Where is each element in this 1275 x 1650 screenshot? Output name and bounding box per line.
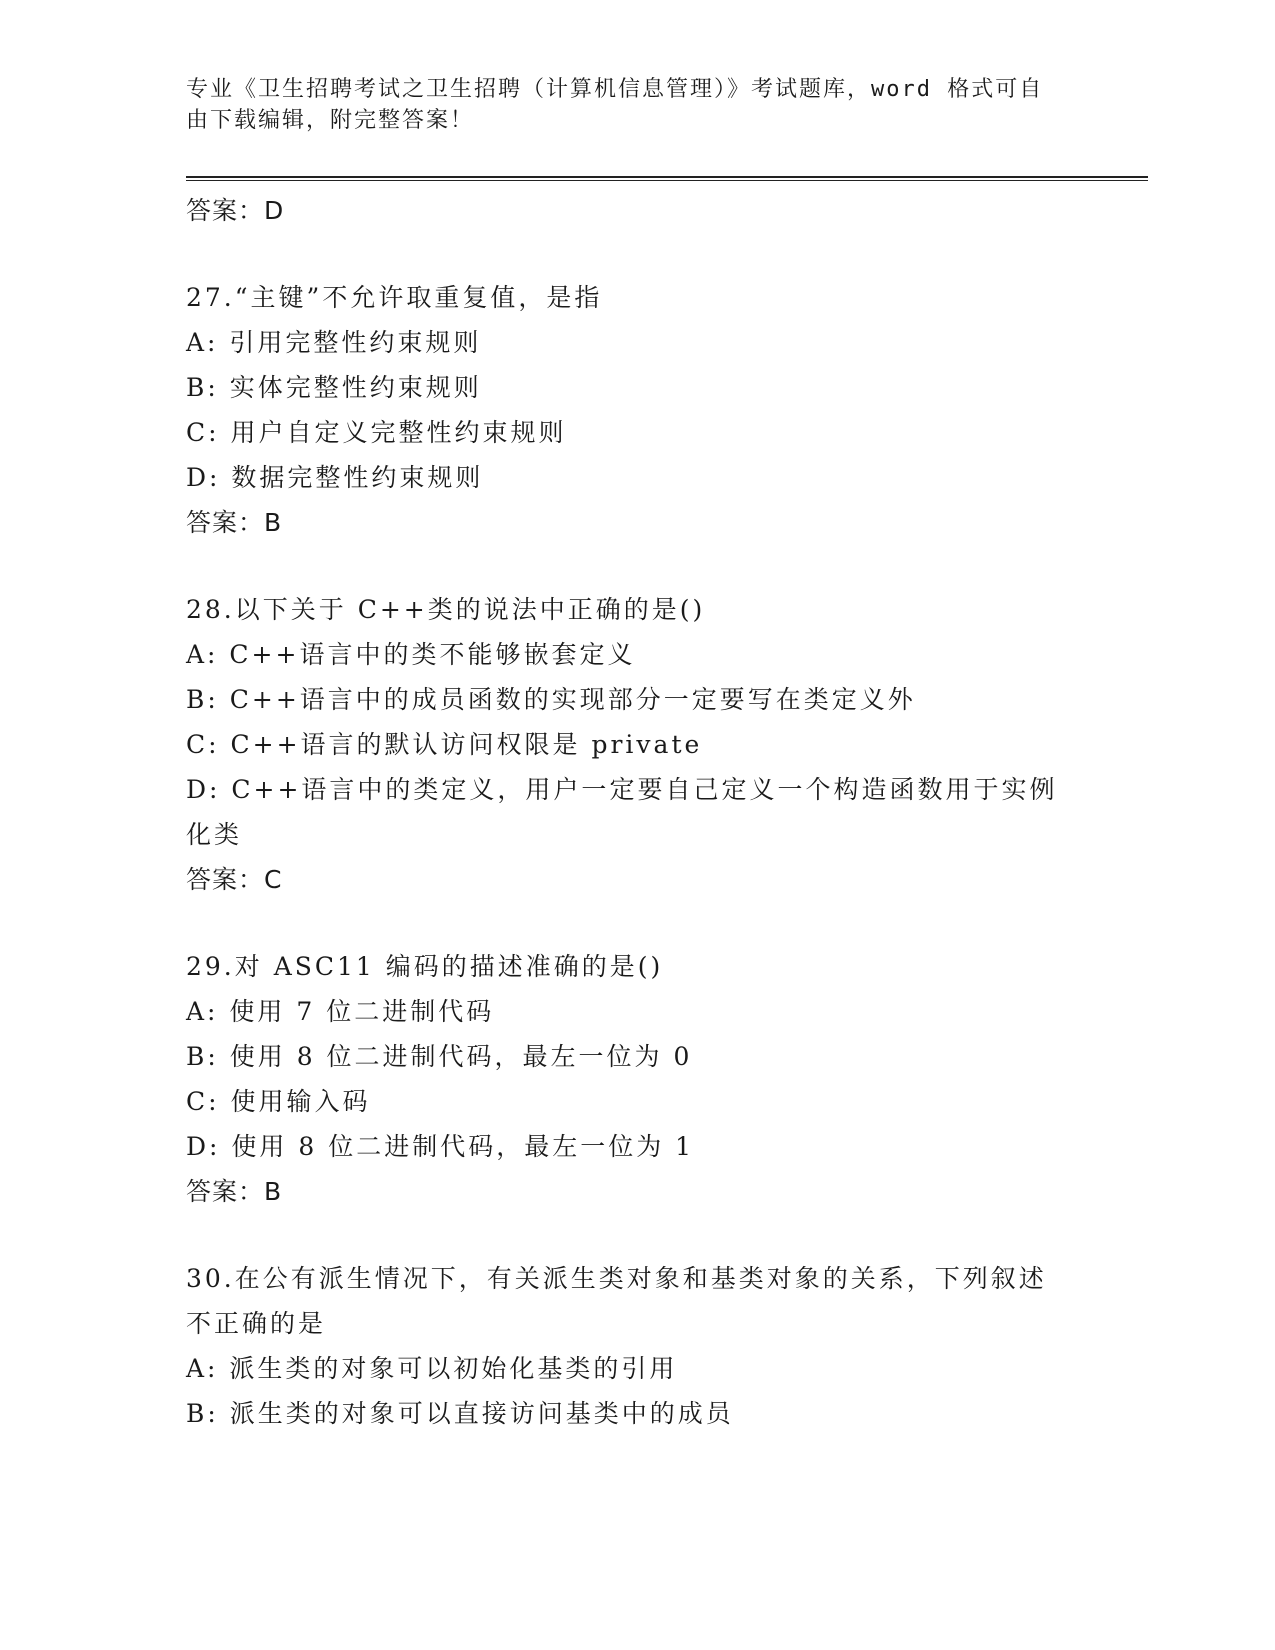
- option-b: B: C++语言中的成员函数的实现部分一定要写在类定义外: [186, 685, 916, 714]
- option-a: A: 派生类的对象可以初始化基类的引用: [186, 1354, 678, 1383]
- option-b: B: 使用 8 位二进制代码，最左一位为 0: [186, 1042, 693, 1071]
- header-title-line-1: 专业《卫生招聘考试之卫生招聘（计算机信息管理）》考试题库，word 格式可自: [186, 77, 1044, 102]
- question-stem: 30.在公有派生情况下，有关派生类对象和基类对象的关系，下列叙述: [186, 1264, 1047, 1293]
- option-c: C: C++语言的默认访问权限是 private: [186, 730, 703, 759]
- question-28: [186, 587, 1086, 902]
- answer: 答案：B: [186, 1177, 283, 1206]
- previous-answer: 答案：D: [186, 196, 285, 225]
- question-list: [186, 188, 1086, 1436]
- question-stem: 29.对 ASC11 编码的描述准确的是(): [186, 952, 664, 981]
- answer: 答案：B: [186, 508, 283, 537]
- question-stem-continued: 不正确的是: [186, 1309, 327, 1338]
- question-stem: 27.“主键”不允许取重复值，是指: [186, 283, 603, 312]
- option-d: D: C++语言中的类定义，用户一定要自己定义一个构造函数用于实例: [186, 775, 1058, 804]
- question-30: [186, 1256, 1086, 1436]
- option-b: B: 实体完整性约束规则: [186, 373, 482, 402]
- option-a: A: 使用 7 位二进制代码: [186, 997, 495, 1026]
- header-divider: [186, 176, 1148, 181]
- option-d: D: 数据完整性约束规则: [186, 463, 484, 492]
- option-d: D: 使用 8 位二进制代码，最左一位为 1: [186, 1132, 695, 1161]
- option-a: A: 引用完整性约束规则: [186, 328, 482, 357]
- question-29: [186, 944, 1086, 1214]
- option-c: C: 用户自定义完整性约束规则: [186, 418, 567, 447]
- question-27: [186, 275, 1086, 545]
- header-title-line-2: 由下载编辑，附完整答案！: [186, 108, 475, 133]
- option-b: B: 派生类的对象可以直接访问基类中的成员: [186, 1399, 734, 1428]
- option-d-continued: 化类: [186, 820, 243, 849]
- document-header: [186, 74, 1066, 136]
- answer: 答案：C: [186, 865, 283, 894]
- option-a: A: C++语言中的类不能够嵌套定义: [186, 640, 636, 669]
- question-stem: 28.以下关于 C++类的说法中正确的是(): [186, 595, 706, 624]
- option-c: C: 使用输入码: [186, 1087, 371, 1116]
